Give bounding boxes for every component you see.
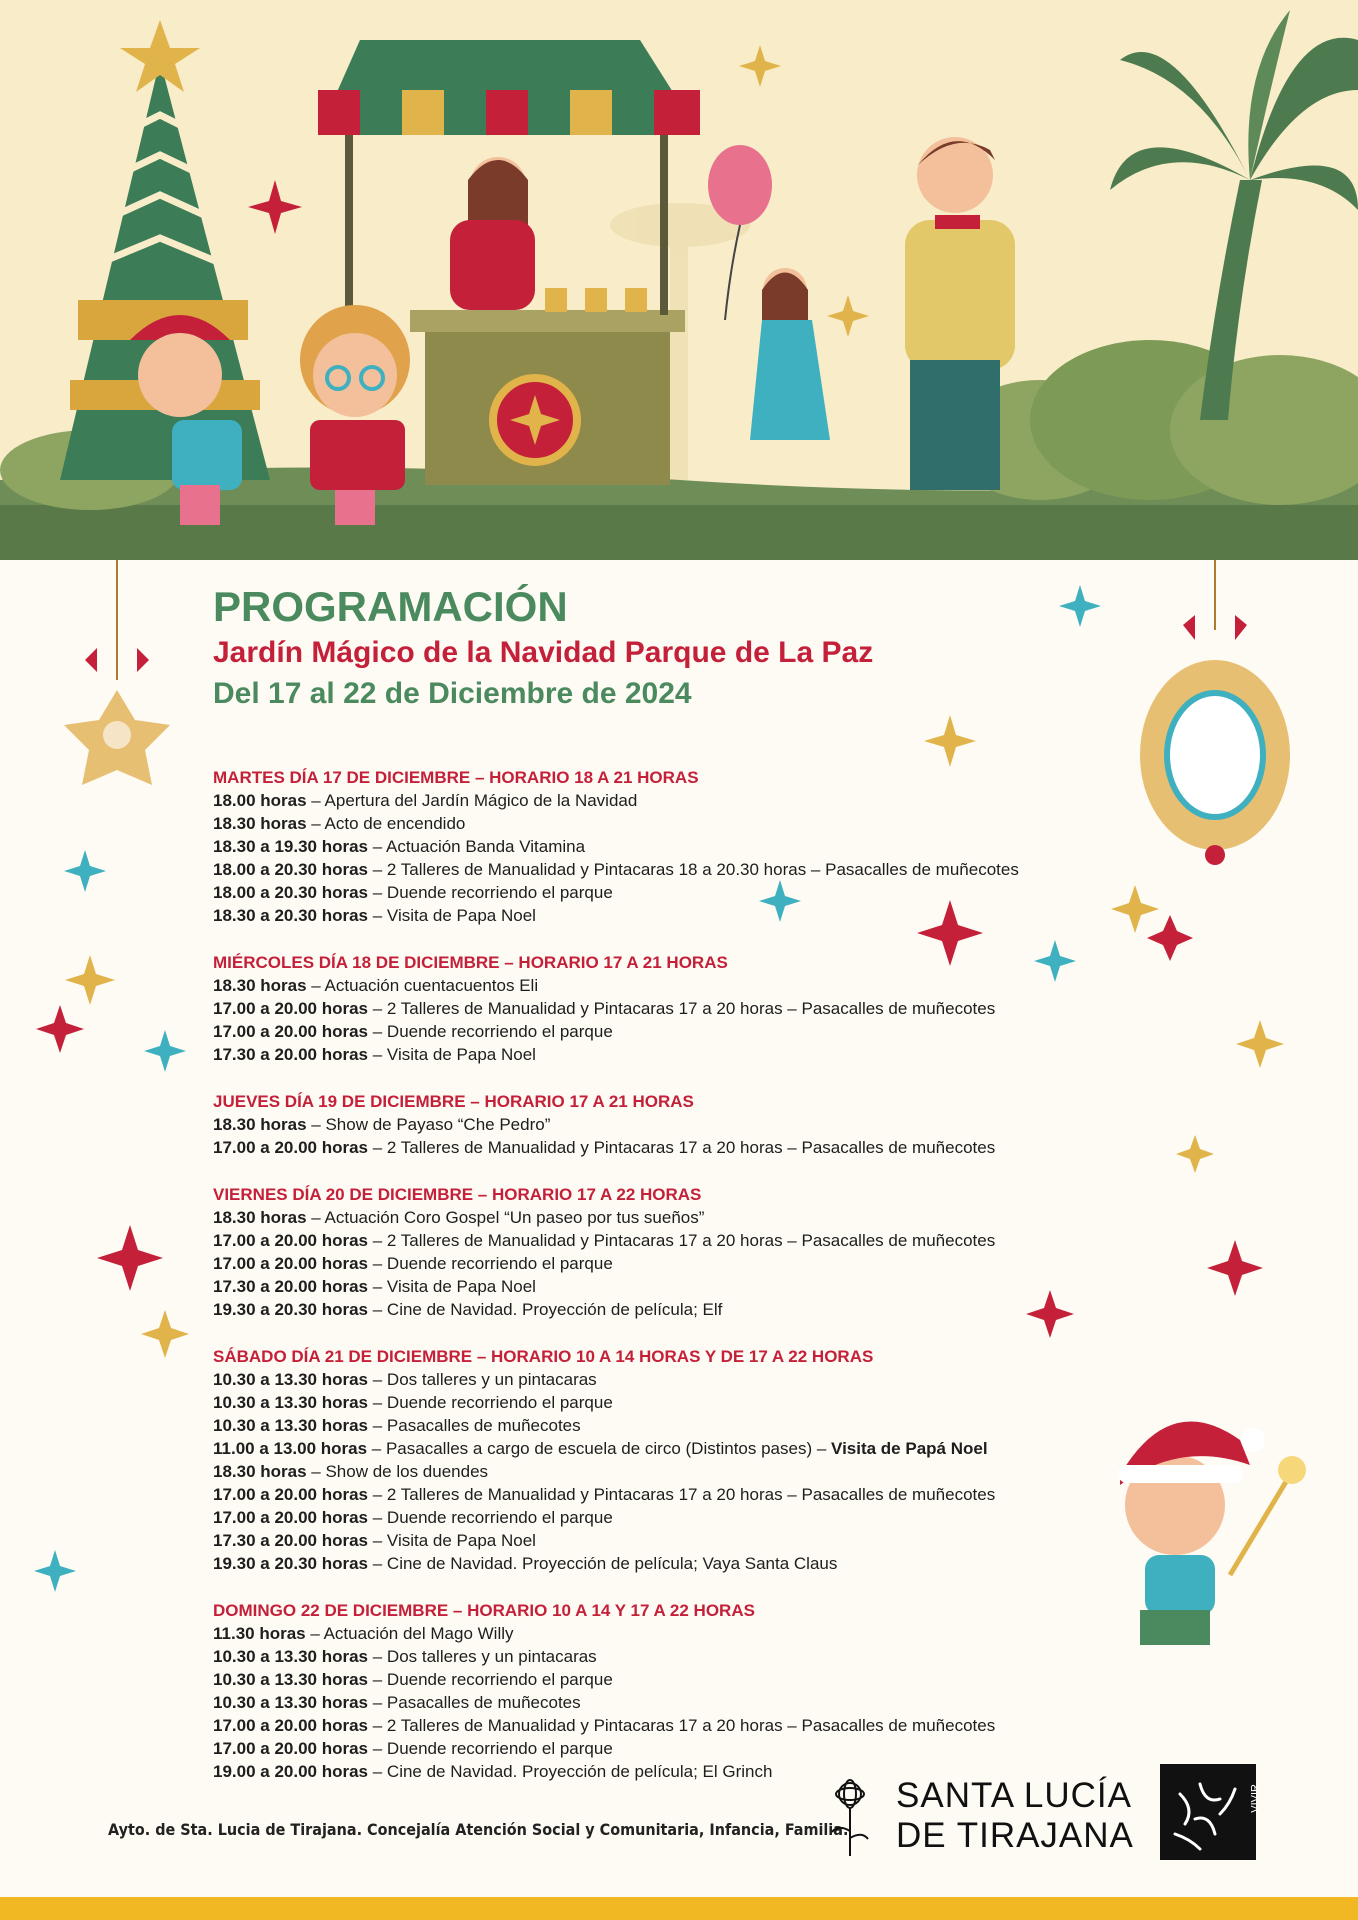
schedule-item: 18.30 horas – Acto de encendido <box>213 814 466 833</box>
girl-with-balloon <box>708 145 830 440</box>
schedule-item: 19.30 a 20.30 horas – Cine de Navidad. Proyección de película; Vaya Santa Claus <box>213 1554 838 1573</box>
hero-illustration <box>0 0 1358 560</box>
vivir-label: VIVIR <box>1250 1784 1262 1813</box>
event-subtitle: Jardín Mágico de la Navidad Parque de La Paz <box>213 636 874 669</box>
schedule-item: 17.00 a 20.00 horas – 2 Talleres de Manualidad y Pintacaras 17 a 20 horas – Pasacalles de muñecotes <box>213 1716 996 1735</box>
schedule-item: 17.30 a 20.00 horas – Visita de Papa Noel <box>213 1277 536 1296</box>
schedule-item: 11.00 a 13.00 horas – Pasacalles a cargo de escuela de circo (Distintos pases) – Visita de Papá Noel <box>213 1439 988 1458</box>
day-block <box>213 1183 1133 1321</box>
day-header: MARTES DÍA 17 DE DICIEMBRE – HORARIO 18 A 21 HORAS <box>213 768 699 787</box>
schedule-item: 10.30 a 13.30 horas – Pasacalles de muñecotes <box>213 1693 581 1712</box>
schedule-item: 10.30 a 13.30 horas – Dos talleres y un pintacaras <box>213 1370 597 1389</box>
schedule-item: 19.00 a 20.00 horas – Cine de Navidad. Proyección de película; El Grinch <box>213 1762 773 1781</box>
schedule-item: 17.30 a 20.00 horas – Visita de Papa Noel <box>213 1045 536 1064</box>
schedule-item: 18.30 horas – Show de Payaso “Che Pedro” <box>213 1115 551 1134</box>
day-header: VIERNES DÍA 20 DE DICIEMBRE – HORARIO 17 A 22 HORAS <box>213 1185 702 1204</box>
sparkle-icon <box>739 45 781 87</box>
event-dates: Del 17 al 22 de Diciembre de 2024 <box>213 677 692 710</box>
schedule-item: 10.30 a 13.30 horas – Pasacalles de muñecotes <box>213 1416 581 1435</box>
schedule-item: 18.30 a 19.30 horas – Actuación Banda Vitamina <box>213 837 586 856</box>
day-header: MIÉRCOLES DÍA 18 DE DICIEMBRE – HORARIO 17 A 21 HORAS <box>213 953 728 972</box>
bauble-ornament <box>1140 560 1290 865</box>
schedule-item: 19.30 a 20.30 horas – Cine de Navidad. Proyección de película; Elf <box>213 1300 723 1319</box>
brand-name: SANTA LUCÍA DE TIRAJANA <box>896 1776 1134 1855</box>
running-boy <box>1118 1421 1306 1645</box>
vivir-logo <box>1160 1764 1262 1860</box>
schedule-item: 17.00 a 20.00 horas – 2 Talleres de Manualidad y Pintacaras 17 a 20 horas – Pasacalles de muñecotes <box>213 1231 996 1250</box>
day-block <box>213 951 1133 1066</box>
schedule-item: 18.00 a 20.30 horas – 2 Talleres de Manualidad y Pintacaras 18 a 20.30 horas – Pasacalles de muñecotes <box>213 860 1019 879</box>
day-block <box>213 1345 1133 1575</box>
schedule-item: 10.30 a 13.30 horas – Duende recorriendo el parque <box>213 1393 613 1412</box>
schedule-item: 18.30 horas – Show de los duendes <box>213 1462 489 1481</box>
vivir-mark-icon <box>1160 1764 1256 1860</box>
schedule-item: 11.30 horas – Actuación del Mago Willy <box>213 1624 514 1643</box>
schedule-item: 18.00 horas – Apertura del Jardín Mágico de la Navidad <box>213 791 638 810</box>
title-block <box>213 582 873 714</box>
page-title: PROGRAMACIÓN <box>213 583 568 630</box>
day-block <box>213 1090 1133 1159</box>
day-header: JUEVES DÍA 19 DE DICIEMBRE – HORARIO 17 A 21 HORAS <box>213 1092 694 1111</box>
flower-logo-icon <box>820 1776 880 1860</box>
schedule-item: 17.00 a 20.00 horas – Duende recorriendo el parque <box>213 1022 613 1041</box>
footer-credit: Ayto. de Sta. Lucia de Tirajana. Concejalía Atención Social y Comunitaria, Infancia, Familia. <box>108 1820 849 1839</box>
schedule-item: 18.30 a 20.30 horas – Visita de Papa Noel <box>213 906 536 925</box>
market-stall <box>318 40 700 485</box>
day-block <box>213 1599 1133 1783</box>
man-figure <box>905 137 1015 490</box>
sparkle-icon <box>827 295 869 337</box>
sparkle-icon <box>248 180 302 234</box>
program-schedule <box>213 766 1133 1807</box>
schedule-item: 10.30 a 13.30 horas – Duende recorriendo el parque <box>213 1670 613 1689</box>
schedule-item: 17.00 a 20.00 horas – Duende recorriendo el parque <box>213 1508 613 1527</box>
star-ornament <box>64 560 170 785</box>
santa-lucia-logo <box>820 1776 1150 1860</box>
day-header: DOMINGO 22 DE DICIEMBRE – HORARIO 10 A 14 Y 17 A 22 HORAS <box>213 1601 755 1620</box>
schedule-item: 17.00 a 20.00 horas – 2 Talleres de Manualidad y Pintacaras 17 a 20 horas – Pasacalles de muñecotes <box>213 999 996 1018</box>
schedule-item: 17.00 a 20.00 horas – 2 Talleres de Manualidad y Pintacaras 17 a 20 horas – Pasacalles de muñecotes <box>213 1485 996 1504</box>
schedule-item: 17.00 a 20.00 horas – Duende recorriendo el parque <box>213 1254 613 1273</box>
schedule-item: 18.00 a 20.30 horas – Duende recorriendo el parque <box>213 883 613 902</box>
day-header: SÁBADO DÍA 21 DE DICIEMBRE – HORARIO 10 A 14 HORAS Y DE 17 A 22 HORAS <box>213 1347 874 1366</box>
schedule-item: 10.30 a 13.30 horas – Dos talleres y un pintacaras <box>213 1647 597 1666</box>
schedule-item: 18.30 horas – Actuación cuentacuentos Eli <box>213 976 539 995</box>
schedule-item: 17.00 a 20.00 horas – 2 Talleres de Manualidad y Pintacaras 17 a 20 horas – Pasacalles de muñecotes <box>213 1138 996 1157</box>
day-block <box>213 766 1133 927</box>
bottom-bar <box>0 1897 1358 1920</box>
schedule-item: 17.00 a 20.00 horas – Duende recorriendo el parque <box>213 1739 613 1758</box>
schedule-item: 17.30 a 20.00 horas – Visita de Papa Noel <box>213 1531 536 1550</box>
schedule-item: 18.30 horas – Actuación Coro Gospel “Un paseo por tus sueños” <box>213 1208 705 1227</box>
